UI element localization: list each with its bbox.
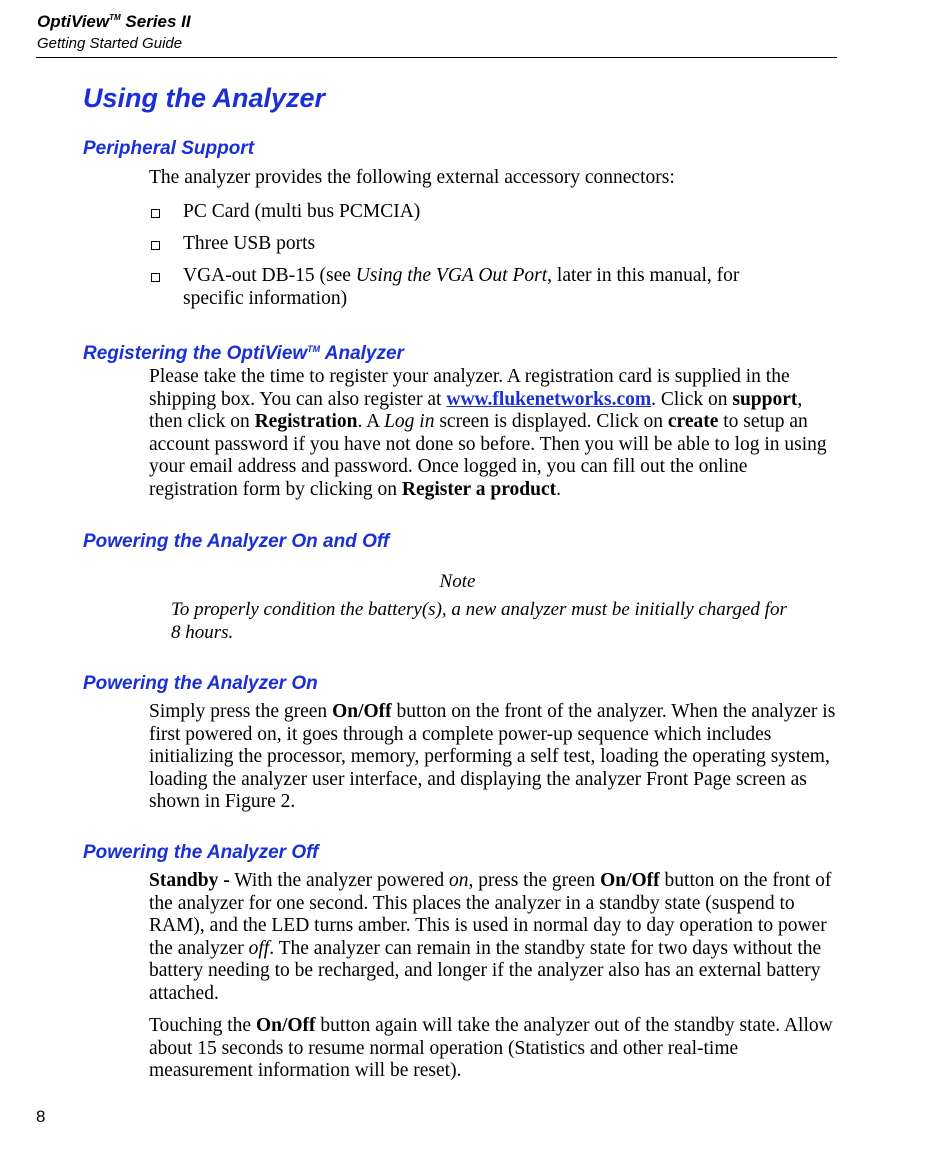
subsection-heading-powering-on: Powering the Analyzer On: [83, 673, 318, 694]
checkbox-bullet-icon: [151, 273, 160, 282]
powering-on-paragraph: Simply press the green On/Off button on the front of the analyzer. When the analyzer is first powered on, it goes through a complete power-up sequence which includes initializing the processor, memory, performing a self test, loading the operating system, loading the analyzer user interface, and displaying the analyzer Front Page screen as shown in Figure 2.: [149, 701, 836, 812]
header-product-name: OptiView™ Series II: [37, 12, 191, 31]
subsection-heading-powering-off: Powering the Analyzer Off: [83, 842, 319, 863]
checkbox-bullet-icon: [151, 209, 160, 218]
list-item: PC Card (multi bus PCMCIA): [149, 201, 839, 224]
checkbox-bullet-icon: [151, 241, 160, 250]
header-divider: [36, 57, 837, 58]
touching-paragraph: Touching the On/Off button again will take the analyzer out of the standby state. Allow about 15 seconds to resume normal operation (Statistics and other real-time measurement information will be reset).: [149, 1015, 833, 1081]
list-item: VGA-out DB-15 (see Using the VGA Out Port, later in this manual, for specific information): [149, 265, 839, 310]
section-heading-powering: Powering the Analyzer On and Off: [83, 531, 390, 552]
header-guide-name: Getting Started Guide: [37, 35, 183, 52]
peripheral-intro: The analyzer provides the following external accessory connectors:: [149, 167, 675, 188]
section-heading-registering: Registering the OptiView™ Analyzer: [83, 343, 404, 364]
standby-paragraph: Standby - With the analyzer powered on, press the green On/Off button on the front of the analyzer for one second. This places the analyzer in a standby state (suspend to RAM), and the LED turns amber. This is used in normal day to day operation to power the analyzer off. The analyzer can remain in the standby state for two days without the battery needing to be recharged, and longer if the analyzer also has an external battery attached.: [149, 870, 832, 1004]
page-title: Using the Analyzer: [83, 83, 326, 113]
note-label: Note: [439, 571, 476, 592]
section-heading-peripheral-support: Peripheral Support: [83, 138, 255, 159]
note-text: To properly condition the battery(s), a new analyzer must be initially charged for 8 hours.: [171, 599, 787, 643]
list-item: Three USB ports: [149, 233, 839, 256]
page-number: 8: [36, 1107, 46, 1126]
running-header: [37, 8, 837, 53]
registering-paragraph: Please take the time to register your analyzer. A registration card is supplied in the shipping box. You can also register at www.flukenetworks.com. Click on support, then click on Registration. A Log in screen is displayed. Click on create to setup an account password if you have not done so before. Then you will be able to log in using your email address and password. Once logged in, you can fill out the online registration form by clicking on Register a product.: [149, 366, 827, 500]
cross-reference: Using the VGA Out Port: [355, 265, 548, 286]
flukenetworks-link[interactable]: www.flukenetworks.com: [446, 388, 652, 410]
